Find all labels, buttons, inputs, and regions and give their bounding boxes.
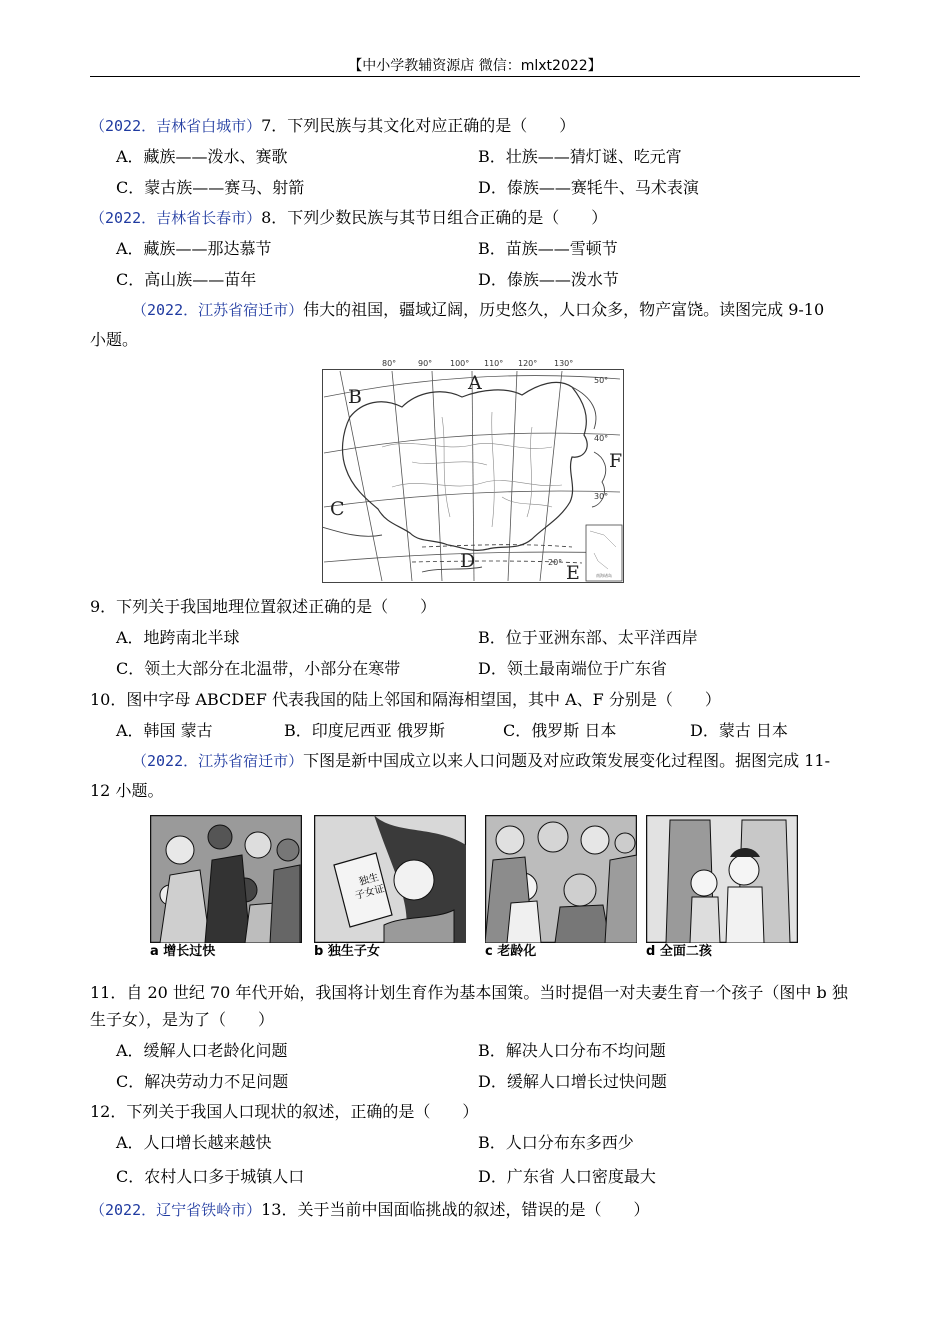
question-13: [90, 1199, 650, 1221]
q12-option-c: C．农村人口多于城镇人口: [116, 1167, 305, 1186]
q8-option-d: D．傣族——泼水节: [478, 270, 619, 289]
header-rule: [90, 76, 860, 77]
intro-11-12: [132, 750, 830, 772]
picture-a-caption: a 增长过快: [150, 944, 216, 959]
map-letter-d: D: [460, 550, 476, 572]
question-8: [90, 207, 607, 229]
question-7: [90, 115, 575, 137]
question-9: 9．下列关于我国地理位置叙述正确的是（ ）: [90, 597, 437, 616]
population-policy-pictures: [150, 815, 800, 965]
q10-option-d: D．蒙古 日本: [690, 721, 788, 740]
map-lat-40: 40°: [594, 434, 609, 443]
q9-option-a: A．地跨南北半球: [116, 628, 240, 647]
q7-option-d: D．傣族——赛牦牛、马术表演: [478, 178, 699, 197]
q12-option-d: D．广东省 人口密度最大: [478, 1167, 656, 1186]
intro-9-10-text: 伟大的祖国，疆域辽阔，历史悠久，人口众多，物产富饶。读图完成 9-10: [303, 300, 825, 319]
page-header: 【中小学教辅资源店 微信：mlxt2022】: [348, 58, 602, 74]
q11-option-a: A．缓解人口老龄化问题: [116, 1041, 288, 1060]
q9-option-b: B．位于亚洲东部、太平洋西岸: [478, 628, 698, 647]
question-12: 12．下列关于我国人口现状的叙述，正确的是（ ）: [90, 1102, 479, 1121]
intro-11-12-text-2: 12 小题。: [90, 781, 164, 800]
q10-option-a: A．韩国 蒙古: [116, 721, 213, 740]
intro-9-10-source: （2022．江苏省宿迁市）: [132, 301, 304, 319]
picture-a: [150, 815, 302, 965]
certificate-line-1: 独生: [357, 872, 381, 888]
q11-option-d: D．缓解人口增长过快问题: [478, 1072, 667, 1091]
q9-option-d: D．领土最南端位于广东省: [478, 659, 667, 678]
q7-option-c: C．蒙古族——赛马、射箭: [116, 178, 305, 197]
picture-b-caption: b 独生子女: [314, 944, 380, 959]
picture-c-illustration: [485, 815, 637, 943]
q11-option-c: C．解决劳动力不足问题: [116, 1072, 289, 1091]
q12-option-b: B．人口分布东多西少: [478, 1133, 634, 1152]
map-letter-b: B: [348, 386, 362, 408]
question-11: 11．自 20 世纪 70 年代开始，我国将计划生育作为基本国策。当时提倡一对夫妻生育一个孩子（图中 b 独: [90, 983, 848, 1002]
question-11-line-2: 生子女），是为了（ ）: [90, 1010, 275, 1029]
map-lat-30: 30°: [594, 492, 609, 501]
intro-9-10-text-2: 小题。: [90, 330, 139, 349]
picture-d-caption: d 全面二孩: [646, 944, 712, 959]
map-lon-80: 80°: [382, 359, 397, 368]
map-letter-f: F: [609, 450, 623, 472]
map-letter-a: A: [468, 372, 482, 394]
question-7-source: （2022．吉林省白城市）: [90, 117, 262, 135]
q8-option-c: C．高山族——苗年: [116, 270, 257, 289]
question-13-source: （2022．辽宁省铁岭市）: [90, 1201, 262, 1219]
picture-c: [485, 815, 637, 965]
intro-9-10: [132, 299, 824, 321]
q7-option-a: A．藏族——泼水、赛歌: [116, 147, 288, 166]
question-7-stem: 7．下列民族与其文化对应正确的是（ ）: [261, 116, 576, 135]
map-lon-130: 130°: [554, 359, 574, 368]
q10-option-c: C．俄罗斯 日本: [503, 721, 617, 740]
map-lon-110: 110°: [484, 359, 504, 368]
map-lon-120: 120°: [518, 359, 538, 368]
picture-b: [314, 815, 466, 965]
picture-d-illustration: [646, 815, 798, 943]
picture-d: [646, 815, 798, 965]
question-8-stem: 8．下列少数民族与其节日组合正确的是（ ）: [261, 208, 608, 227]
q8-option-a: A．藏族——那达慕节: [116, 239, 272, 258]
map-letter-c: C: [330, 498, 345, 520]
map-inset-label: 南海诸岛: [596, 573, 612, 578]
picture-c-caption: c 老龄化: [485, 944, 537, 959]
intro-11-12-source: （2022．江苏省宿迁市）: [132, 752, 304, 770]
q8-option-b: B．苗族——雪顿节: [478, 239, 618, 258]
q11-option-b: B．解决人口分布不均问题: [478, 1041, 666, 1060]
picture-a-illustration: [150, 815, 302, 943]
intro-11-12-text: 下图是新中国成立以来人口问题及对应政策发展变化过程图。据图完成 11-: [303, 751, 830, 770]
question-13-stem: 13．关于当前中国面临挑战的叙述，错误的是（ ）: [261, 1200, 650, 1219]
certificate-line-2: 子女证: [353, 883, 386, 902]
map-lat-20: 20°: [548, 558, 563, 567]
picture-b-illustration: [314, 815, 466, 943]
china-map: [322, 357, 624, 583]
q10-option-b: B．印度尼西亚 俄罗斯: [284, 721, 445, 740]
q9-option-c: C．领土大部分在北温带，小部分在寒带: [116, 659, 401, 678]
q7-option-b: B．壮族——猜灯谜、吃元宵: [478, 147, 682, 166]
q12-option-a: A．人口增长越来越快: [116, 1133, 272, 1152]
map-lon-100: 100°: [450, 359, 470, 368]
question-8-source: （2022．吉林省长春市）: [90, 209, 262, 227]
map-lat-50: 50°: [594, 376, 609, 385]
map-lon-90: 90°: [418, 359, 433, 368]
china-map-figure: [322, 357, 624, 583]
map-letter-e: E: [566, 562, 580, 583]
question-10: 10．图中字母 ABCDEF 代表我国的陆上邻国和隔海相望国，其中 A、F 分别是（ ）: [90, 690, 721, 709]
